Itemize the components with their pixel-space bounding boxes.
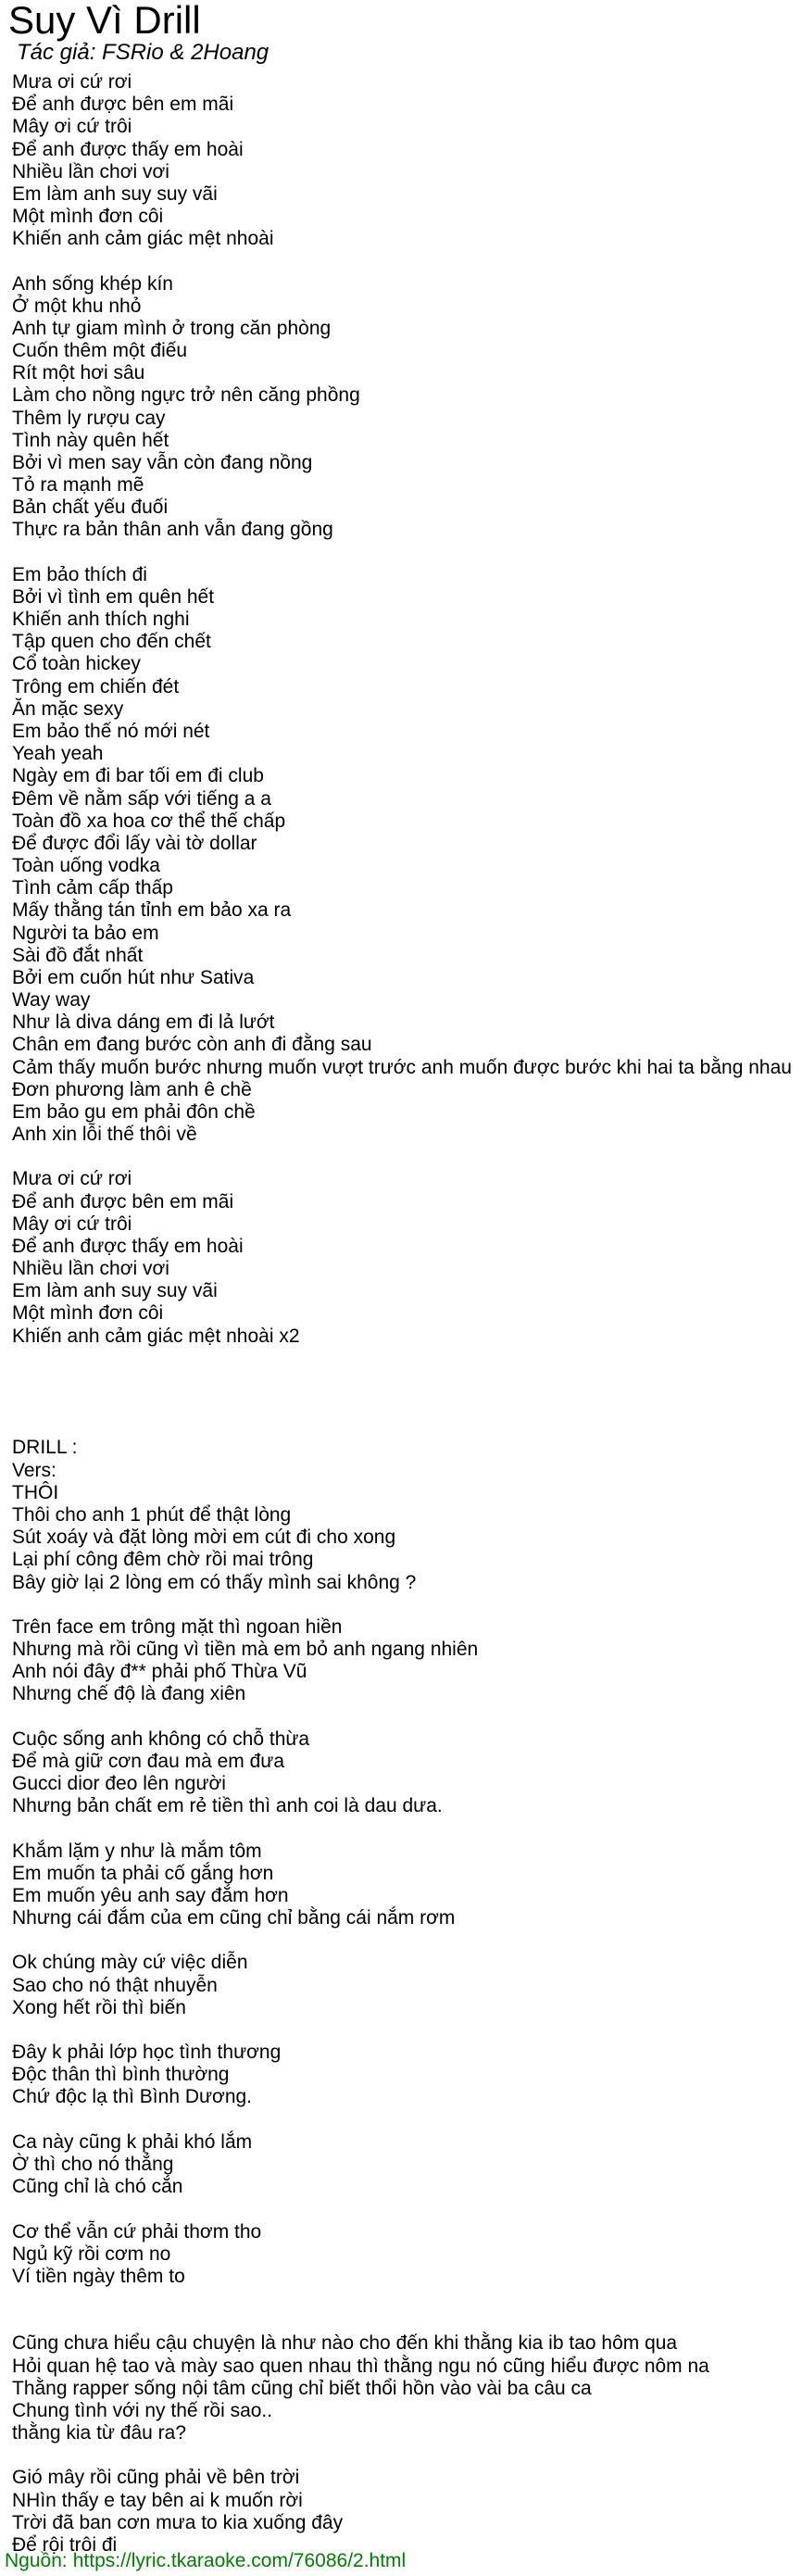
blank-line — [12, 2198, 802, 2220]
lyric-line: Mưa ơi cứ rơi — [12, 71, 132, 93]
lyric-line: Để mà giữ cơn đau mà em đưa — [12, 1750, 285, 1772]
lyric-line: Thôi cho anh 1 phút để thật lòng — [12, 1504, 292, 1526]
lyric-line: Bản chất yếu đuối — [12, 496, 169, 519]
lyric-line: Chân em đang bước còn anh đi đằng sau — [12, 1034, 372, 1056]
lyric-line: thằng kia từ đâu ra? — [12, 2422, 187, 2444]
lyric-line: Lại phí công đêm chờ rồi mai trông — [12, 1549, 314, 1571]
lyric-line: Độc thân thì bình thường — [12, 2064, 230, 2086]
lyric-line: Bây giờ lại 2 lòng em có thấy mình sai không ? — [12, 1571, 417, 1593]
lyric-line: Toàn uống vodka — [12, 855, 160, 877]
source-url-link[interactable]: https://lyric.tkaraoke.com/76086/2.html — [72, 2550, 407, 2571]
lyric-line: Khiến anh cảm giác mệt nhoài — [12, 228, 274, 250]
lyric-line: Cũng chưa hiểu cậu chuyện là như nào cho đến khi thằng kia ib tao hôm qua — [12, 2332, 678, 2355]
lyric-line: Thực ra bản thân anh vẫn đang gồng — [12, 519, 333, 541]
lyric-line: Đây k phải lớp học tình thương — [12, 2042, 282, 2064]
source-line — [5, 2550, 406, 2572]
lyric-line: Ăn mặc sexy — [12, 697, 124, 720]
lyric-line: Ở một khu nhỏ — [12, 295, 142, 317]
lyric-line: Để được đổi lấy vài tờ dollar — [12, 832, 257, 854]
lyric-line: Cổ toàn hickey — [12, 653, 141, 675]
blank-line — [12, 1414, 802, 1437]
lyric-line: Nhiều lần chơi vơi — [12, 160, 169, 182]
lyric-line: Vers: — [12, 1459, 56, 1481]
lyric-line: Cuốn thêm một điếu — [12, 340, 188, 362]
author-line: Tác giả: FSRio & 2Hoang — [17, 40, 269, 65]
lyric-line: Ví tiền ngày thêm to — [12, 2265, 185, 2287]
lyric-line: Khiến anh cảm giác mệt nhoài x2 — [12, 1325, 300, 1347]
lyric-line: Mấy thằng tán tỉnh em bảo xa ra — [12, 899, 292, 922]
blank-line — [12, 1817, 802, 1840]
blank-line — [12, 1348, 802, 1370]
lyric-line: Đêm về nằm sấp với tiếng a a — [12, 787, 271, 810]
lyric-line: Nhưng chế độ là đang xiên — [12, 1683, 246, 1705]
lyric-line: Em bảo thích đi — [12, 563, 147, 585]
lyric-line: Nhưng bản chất em rẻ tiền thì anh coi là dau dưa. — [12, 1795, 443, 1817]
blank-line — [12, 1392, 802, 1414]
lyric-line: Tình cảm cấp thấp — [12, 877, 173, 899]
lyric-line: Ca này cũng k phải khó lắm — [12, 2130, 253, 2153]
lyric-line: Cảm thấy muốn bước nhưng muốn vượt trước anh muốn được bước khi hai ta bằng nhau — [12, 1056, 792, 1078]
lyric-line: Mưa ơi cứ rơi — [12, 1168, 132, 1190]
lyric-line: Anh sống khép kín — [12, 272, 173, 295]
lyric-line: Bởi vì tình em quên hết — [12, 585, 215, 608]
blank-line — [12, 2019, 802, 2042]
lyric-line: Tập quen cho đến chết — [12, 631, 211, 653]
lyric-line: Xong hết rồi thì biến — [12, 1996, 186, 2018]
lyric-line: Gió mây rồi cũng phải về bên trời — [12, 2467, 300, 2489]
lyric-line: Để anh được thấy em hoài — [12, 138, 244, 160]
lyric-line: Em làm anh suy suy vãi — [12, 1280, 218, 1302]
lyric-line: Gucci dior đeo lên người — [12, 1773, 226, 1795]
lyric-line: Để rội trôi đi — [12, 2533, 118, 2556]
lyric-line: DRILL : — [12, 1437, 78, 1459]
lyric-line: Bởi vì men say vẫn còn đang nồng — [12, 451, 313, 473]
blank-line — [12, 2444, 802, 2467]
lyric-line: Sút xoáy và đặt lòng mời em cút đi cho xong — [12, 1527, 396, 1549]
lyric-line: Mây ơi cứ trôi — [12, 1213, 132, 1235]
lyric-line: Bởi em cuốn hút như Sativa — [12, 966, 255, 988]
lyric-line: NHìn thấy e tay bên ai k muốn rời — [12, 2489, 303, 2511]
lyric-line: Chung tình với ny thế rồi sao.. — [12, 2399, 273, 2421]
lyric-line: Ngủ kỹ rồi cơm no — [12, 2243, 171, 2265]
lyric-line: Em muốn yêu anh say đắm hơn — [12, 1884, 289, 1906]
blank-line — [12, 1370, 802, 1392]
lyric-line: Để anh được thấy em hoài — [12, 1235, 244, 1257]
lyric-line: Làm cho nồng ngực trở nên căng phồng — [12, 384, 360, 407]
lyric-line: Tình này quên hết — [12, 429, 169, 451]
lyric-line: Anh nói đây đ** phải phố Thừa Vũ — [12, 1661, 307, 1683]
source-label: Nguồn: — [5, 2550, 68, 2571]
lyric-line: Trông em chiến đét — [12, 675, 180, 697]
lyric-line: Thằng rapper sống nội tâm cũng chỉ biết thổi hồn vào vài ba câu ca — [12, 2377, 592, 2399]
lyric-line: Sài đồ đắt nhất — [12, 944, 144, 966]
lyric-line: Em bảo thế nó mới nét — [12, 720, 210, 742]
lyric-line: Một mình đơn côi — [12, 1302, 164, 1325]
lyric-line: Nhiều lần chơi vơi — [12, 1258, 169, 1280]
lyric-line: Tỏ ra mạnh mẽ — [12, 474, 144, 496]
blank-line — [12, 250, 802, 272]
lyric-line: Người ta bảo em — [12, 922, 159, 944]
blank-line — [12, 1594, 802, 1616]
lyric-line: Em bảo gu em phải đôn chề — [12, 1100, 256, 1123]
lyric-line: Khắm lặm y như là mắm tôm — [12, 1840, 262, 1862]
page-title: Suy Vì Drill — [8, 0, 201, 42]
lyric-line: Toàn đồ xa hoa cơ thể thế chấp — [12, 810, 286, 832]
lyric-line: Em làm anh suy suy vãi — [12, 182, 218, 205]
lyric-line: Yeah yeah — [12, 743, 104, 765]
lyric-line: Mây ơi cứ trôi — [12, 116, 132, 138]
lyric-line: Để anh được bên em mãi — [12, 1190, 234, 1213]
lyric-line: Chứ độc lạ thì Bình Dương. — [12, 2086, 253, 2108]
lyric-line: Trên face em trông mặt thì ngoan hiền — [12, 1615, 343, 1638]
blank-line — [12, 2109, 802, 2131]
blank-line — [12, 1929, 802, 1952]
lyric-line: Anh tự giam mình ở trong căn phòng — [12, 317, 332, 339]
lyric-line: Đơn phương làm anh ê chề — [12, 1078, 252, 1100]
blank-line — [12, 1146, 802, 1168]
lyric-line: Em muốn ta phải cố gắng hơn — [12, 1862, 274, 1884]
lyric-line: Cơ thể vẫn cứ phải thơm tho — [12, 2220, 262, 2243]
lyric-line: Sao cho nó thật nhuyễn — [12, 1974, 218, 1996]
lyric-line: Cũng chỉ là chó cắn — [12, 2176, 183, 2198]
lyric-line: Hỏi quan hệ tao và mày sao quen nhau thì thằng ngu nó cũng hiểu được nôm na — [12, 2355, 709, 2377]
lyric-line: Khiến anh thích nghi — [12, 609, 190, 631]
blank-line — [12, 1706, 802, 1728]
lyric-line: Way way — [12, 989, 91, 1012]
blank-line — [12, 2288, 802, 2310]
lyric-line: Ờ thì cho nó thẳng — [12, 2153, 174, 2175]
lyric-line: Rít một hơi sâu — [12, 362, 145, 384]
lyric-line: THÔI — [12, 1481, 59, 1503]
lyric-line: Để anh được bên em mãi — [12, 94, 234, 116]
blank-line — [12, 2310, 802, 2332]
lyric-line: Như là diva dáng em đi lả lướt — [12, 1012, 275, 1034]
lyric-line: Một mình đơn côi — [12, 206, 164, 228]
blank-line — [12, 542, 802, 564]
lyric-line: Cuộc sống anh không có chỗ thừa — [12, 1728, 310, 1750]
lyric-line: Thêm ly rượu cay — [12, 407, 166, 429]
lyric-line: Ngày em đi bar tối em đi club — [12, 765, 264, 787]
lyric-line: Trời đã ban cơn mưa to kia xuống đây — [12, 2511, 344, 2533]
lyric-line: Nhưng cái đắm của em cũng chỉ bằng cái nắm rơm — [12, 1907, 456, 1929]
lyric-line: Nhưng mà rồi cũng vì tiền mà em bỏ anh ngang nhiên — [12, 1639, 479, 1661]
lyric-line: Anh xin lỗi thế thôi về — [12, 1124, 197, 1146]
lyric-line: Ok chúng mày cứ việc diễn — [12, 1952, 248, 1974]
lyrics-body — [12, 71, 802, 2557]
